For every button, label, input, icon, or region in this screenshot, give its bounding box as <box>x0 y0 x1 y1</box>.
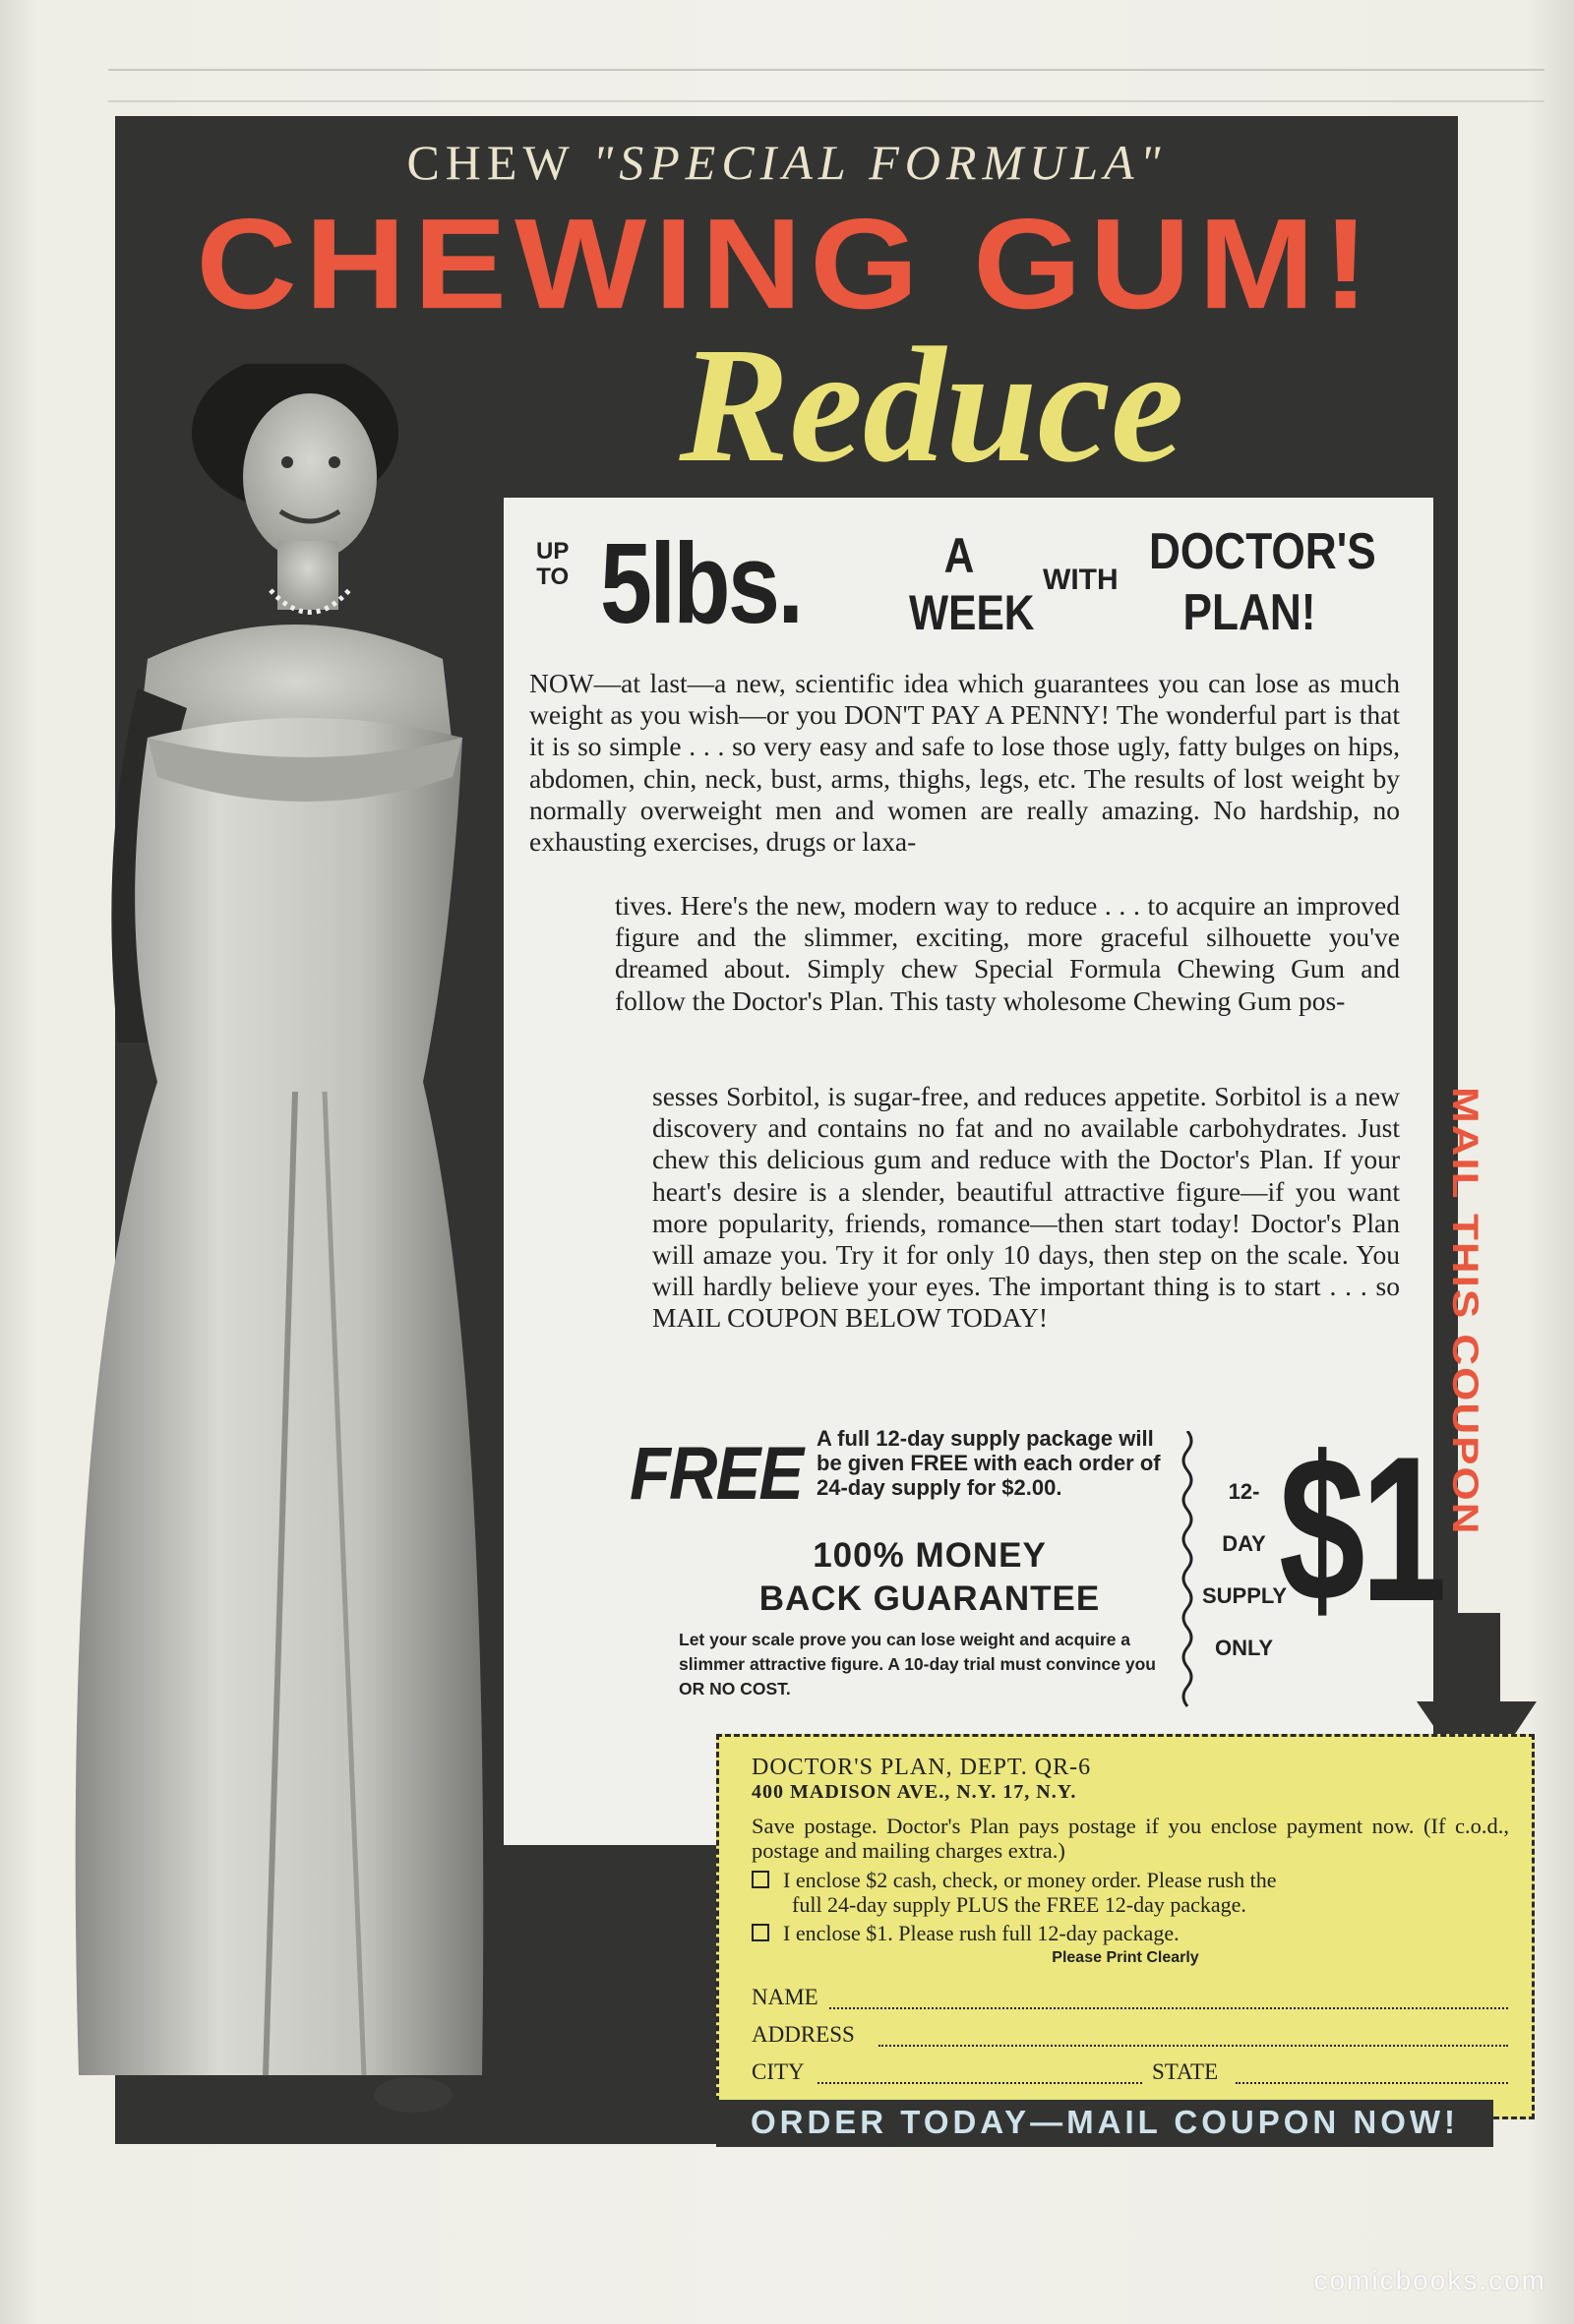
woman-photo <box>30 364 561 2124</box>
coupon-option-2-text: I enclose $1. Please rush full 12-day package. <box>783 1921 1180 1945</box>
subhead-up: UP <box>536 538 570 565</box>
order-bar <box>716 2100 1493 2147</box>
day-supply-supply: SUPPLY <box>1202 1583 1288 1608</box>
free-offer-text: A full 12-day supply package will be given FREE with each order of 24-day supply for $2.00. <box>817 1426 1161 1500</box>
order-bar-text: ORDER TODAY—MAIL COUPON NOW! <box>750 2104 1460 2140</box>
subhead-plan: PLAN! <box>1182 584 1316 641</box>
guarantee-text: Let your scale prove you can lose weight and acquire a slimmer attractive figure. A 10-day trial must convince you OR NO COST. <box>679 1630 1156 1698</box>
body-paragraph-2: tives. Here's the new, modern way to reduce . . . to acquire an improved figure and the slimmer, exciting, more graceful silhouette you've dreamed about. Simply chew Special Formula Chewing Gum and follow the Doctor's Plan. This tasty wholesome Chewing Gum pos- <box>615 890 1400 1016</box>
kicker <box>115 134 1458 191</box>
subhead-to: TO <box>536 564 570 590</box>
name-label: NAME <box>752 1985 818 2009</box>
print-clearly-note: Please Print Clearly <box>1052 1949 1199 1966</box>
day-supply-day: DAY <box>1222 1531 1266 1556</box>
kicker-plain: CHEW <box>406 135 593 190</box>
headline: CHEWING GUM! <box>196 192 1377 336</box>
guarantee-title <box>679 1534 1180 1621</box>
subhead-amount: 5lbs. <box>600 519 802 647</box>
day-supply-12: 12- <box>1228 1479 1260 1504</box>
guarantee-line-2: BACK GUARANTEE <box>758 1579 1101 1618</box>
day-supply-only: ONLY <box>1214 1636 1274 1660</box>
address-field[interactable] <box>878 2045 1508 2047</box>
subhead-up-to <box>536 539 569 590</box>
mail-this-coupon-banner: MAIL THIS COUPON <box>1444 1087 1485 1536</box>
city-label: CITY <box>752 2059 805 2084</box>
subhead-a-week <box>909 527 1035 641</box>
coupon-postage-text: Save postage. Doctor's Plan pays postage if you enclose payment now. (If c.o.d., postage and mailing charges extra.) <box>752 1814 1509 1863</box>
subhead-doctors: DOCTOR'S <box>1149 523 1376 580</box>
coupon-address: 400 MADISON AVE., N.Y. 17, N.Y. <box>752 1781 1077 1803</box>
top-rule-lines <box>108 69 1544 102</box>
subhead-doctors-plan <box>1149 521 1376 643</box>
state-field[interactable] <box>1236 2082 1508 2084</box>
day-supply-label <box>1202 1465 1286 1674</box>
coupon-option-1-dollar[interactable] <box>752 1921 1180 1945</box>
reduce-title: Reduce <box>679 314 1184 497</box>
checkbox-icon[interactable] <box>752 1924 769 1941</box>
subhead-with: WITH <box>1043 564 1119 596</box>
kicker-italic: "SPECIAL FORMULA" <box>592 135 1167 190</box>
subhead-a: A <box>943 528 975 583</box>
address-label: ADDRESS <box>752 2022 855 2047</box>
zigzag-divider <box>1179 1431 1196 1711</box>
watermark: comicbooks.com <box>1313 2265 1546 2295</box>
body-paragraph-3: sesses Sorbitol, is sugar-free, and reduces appetite. Sorbitol is a new discovery and contains no fat and no available carbohydrates. Just chew this delicious gum and reduce with the Doctor's Plan. If your heart's desire is a slender, beautiful attractive figure—if you want more popularity, friends, romance—then start today! Doctor's Plan will amaze you. Try it for only 10 days, then step on the scale. You will hardly believe your eyes. The important thing is to start . . . so MAIL COUPON BELOW TODAY! <box>652 1081 1400 1334</box>
name-field[interactable] <box>829 2007 1508 2009</box>
price: $1 <box>1279 1413 1443 1644</box>
free-label: FREE <box>630 1432 803 1516</box>
checkbox-icon[interactable] <box>752 1871 769 1888</box>
subhead-week: WEEK <box>909 585 1035 640</box>
coupon-option-1-line-2: full 24-day supply PLUS the FREE 12-day package. <box>792 1892 1246 1917</box>
city-field[interactable] <box>817 2082 1142 2084</box>
coupon-dept: DOCTOR'S PLAN, DEPT. QR-6 <box>752 1755 1092 1780</box>
body-paragraph-1: NOW—at last—a new, scientific idea which guarantees you can lose as much weight as you wish—or you DON'T PAY A PENNY! The wonderful part is that it is so simple . . . so very easy and safe to lose those ugly, fatty bulges on hips, abdomen, chin, neck, bust, arms, thighs, legs, etc. The results of lost weight by normally overweight men and women are really amazing. No hardship, no exhausting exercises, drugs or laxa- <box>529 668 1400 858</box>
order-coupon <box>716 1734 1535 2119</box>
coupon-option-1-line-1: I enclose $2 cash, check, or money order. Please rush the <box>783 1868 1277 1892</box>
state-label: STATE <box>1152 2059 1219 2084</box>
coupon-option-2-dollars[interactable] <box>752 1868 1277 1892</box>
guarantee-line-1: 100% MONEY <box>813 1536 1047 1575</box>
